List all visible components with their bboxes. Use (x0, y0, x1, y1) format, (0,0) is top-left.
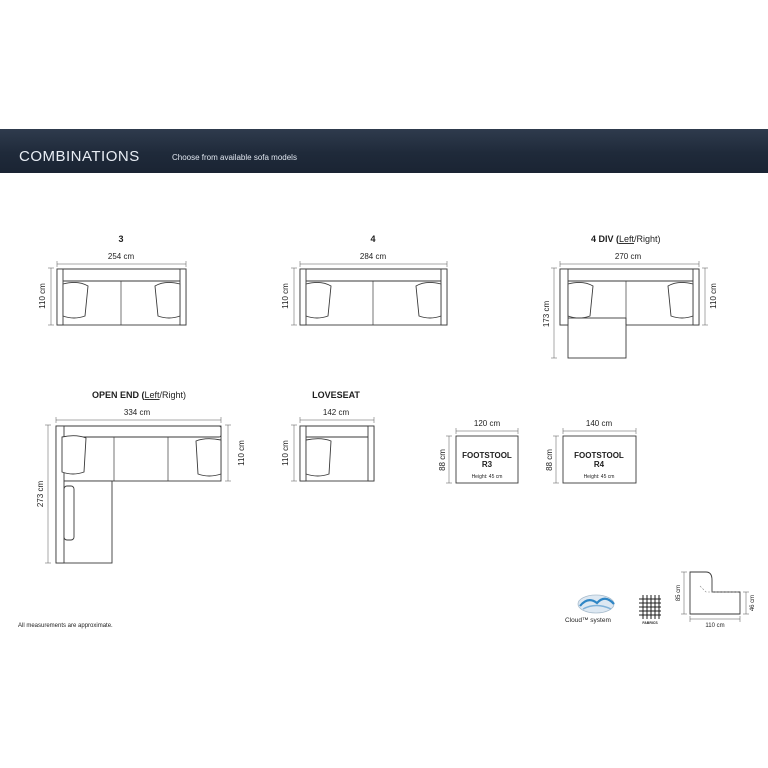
measurement-note: All measurements are approximate. (18, 623, 113, 629)
fabrics-label: FABRICS (642, 621, 658, 625)
model-loveseat-depth: 110 cm (281, 440, 290, 466)
footstool-r4-depth: 88 cm (545, 449, 554, 471)
model-3-depth: 110 cm (38, 283, 47, 309)
cloud-system-text: Cloud™ system (565, 617, 611, 624)
model-4div-depth: 110 cm (709, 283, 718, 309)
model-loveseat-width: 142 cm (322, 408, 350, 417)
profile-depth: 110 cm (705, 623, 725, 629)
sofa-4 (281, 234, 447, 325)
page-title: COMBINATIONS (19, 148, 140, 165)
model-openend-total-depth: 273 cm (36, 480, 45, 508)
model-4-title: 4 (370, 234, 376, 244)
footstool-r3-width: 120 cm (473, 419, 501, 428)
footstool-r4-name: FOOTSTOOL (574, 451, 624, 460)
model-openend-depth: 110 cm (237, 440, 246, 466)
footstool-r3-depth: 88 cm (438, 449, 447, 471)
page-subtitle: Choose from available sofa models (172, 153, 297, 162)
footstool-r3-height: Height: 45 cm (471, 474, 503, 480)
fabrics-icon (639, 595, 661, 625)
footstool-r4 (545, 419, 636, 483)
model-openend-width: 334 cm (123, 408, 151, 417)
footstool-r4-code: R4 (593, 460, 605, 469)
model-openend-title: OPEN END (Left/Right) (92, 390, 187, 400)
footstool-r4-height: Height: 45 cm (583, 474, 615, 480)
sofa-3 (38, 234, 186, 325)
model-4div-chaise-depth: 173 cm (542, 300, 551, 328)
footstool-r3-name: FOOTSTOOL (462, 451, 512, 460)
model-4div-title: 4 DIV (Left/Right) (591, 234, 661, 244)
model-loveseat-title: LOVESEAT (312, 390, 360, 400)
side-profile (676, 572, 756, 629)
model-3-width: 254 cm (107, 252, 135, 261)
sofa-loveseat (281, 390, 374, 481)
footstool-r3 (438, 419, 518, 483)
footstool-r3-code: R3 (481, 460, 493, 469)
model-4div-width: 270 cm (614, 252, 642, 261)
footstool-r4-width: 140 cm (585, 419, 613, 428)
profile-seat-height: 46 cm (750, 594, 756, 612)
cloud-system-logo (565, 595, 614, 624)
sofa-open-end (36, 390, 246, 563)
model-3-title: 3 (118, 234, 124, 244)
sofa-4-div (542, 234, 718, 358)
profile-height: 85 cm (676, 584, 682, 602)
model-4-depth: 110 cm (281, 283, 290, 309)
model-4-width: 284 cm (359, 252, 387, 261)
